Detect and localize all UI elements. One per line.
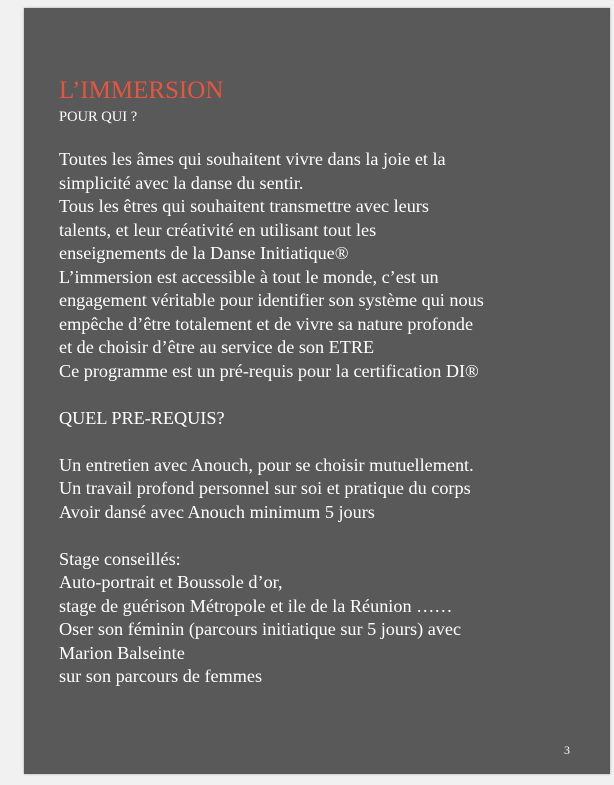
page-number: 3 xyxy=(564,743,570,757)
document-page xyxy=(24,8,610,774)
text-line: et de choisir d’être au service de son ETRE xyxy=(59,337,375,357)
blank-line xyxy=(59,430,604,454)
text-line: Auto-portrait et Boussole d’or, xyxy=(59,572,283,592)
text-line: enseignements de la Danse Initiatique® xyxy=(59,243,349,263)
text-line: simplicité avec la danse du sentir. xyxy=(59,172,304,193)
text-line: L’immersion est accessible à tout le monde, c’est un xyxy=(59,266,439,287)
blank-line xyxy=(59,524,604,548)
text-line: Stage conseillés: xyxy=(59,548,181,569)
text-line: Un travail profond personnel sur soi et pratique du corps xyxy=(59,478,471,498)
text-line: Un entretien avec Anouch, pour se choisir mutuellement. xyxy=(59,454,474,475)
page-title: L’IMMERSION xyxy=(59,77,224,104)
blank-line xyxy=(59,383,604,407)
text-line: Ce programme est un pré-requis pour la certification DI® xyxy=(59,360,479,381)
text-line: stage de guérison Métropole et ile de la Réunion …… xyxy=(59,595,453,616)
page-subtitle: POUR QUI ? xyxy=(59,109,138,125)
text-line: sur son parcours de femmes xyxy=(59,666,263,686)
text-line: Toutes les âmes qui souhaitent vivre dans la joie et la xyxy=(59,149,446,169)
section-heading: QUEL PRE-REQUIS? xyxy=(59,407,225,428)
text-line: Oser son féminin (parcours initiatique sur 5 jours) avec xyxy=(59,619,462,639)
text-line: Tous les êtres qui souhaitent transmettre avec leurs xyxy=(59,196,429,216)
text-line: Avoir dansé avec Anouch minimum 5 jours xyxy=(59,501,375,522)
text-line: engagement véritable pour identifier son système qui nous xyxy=(59,290,484,310)
text-line: empêche d’être totalement et de vivre sa nature profonde xyxy=(59,313,474,334)
text-line: Marion Balseinte xyxy=(59,642,185,663)
body-text xyxy=(59,148,604,689)
text-line: talents, et leur créativité en utilisant tout les xyxy=(59,219,377,240)
